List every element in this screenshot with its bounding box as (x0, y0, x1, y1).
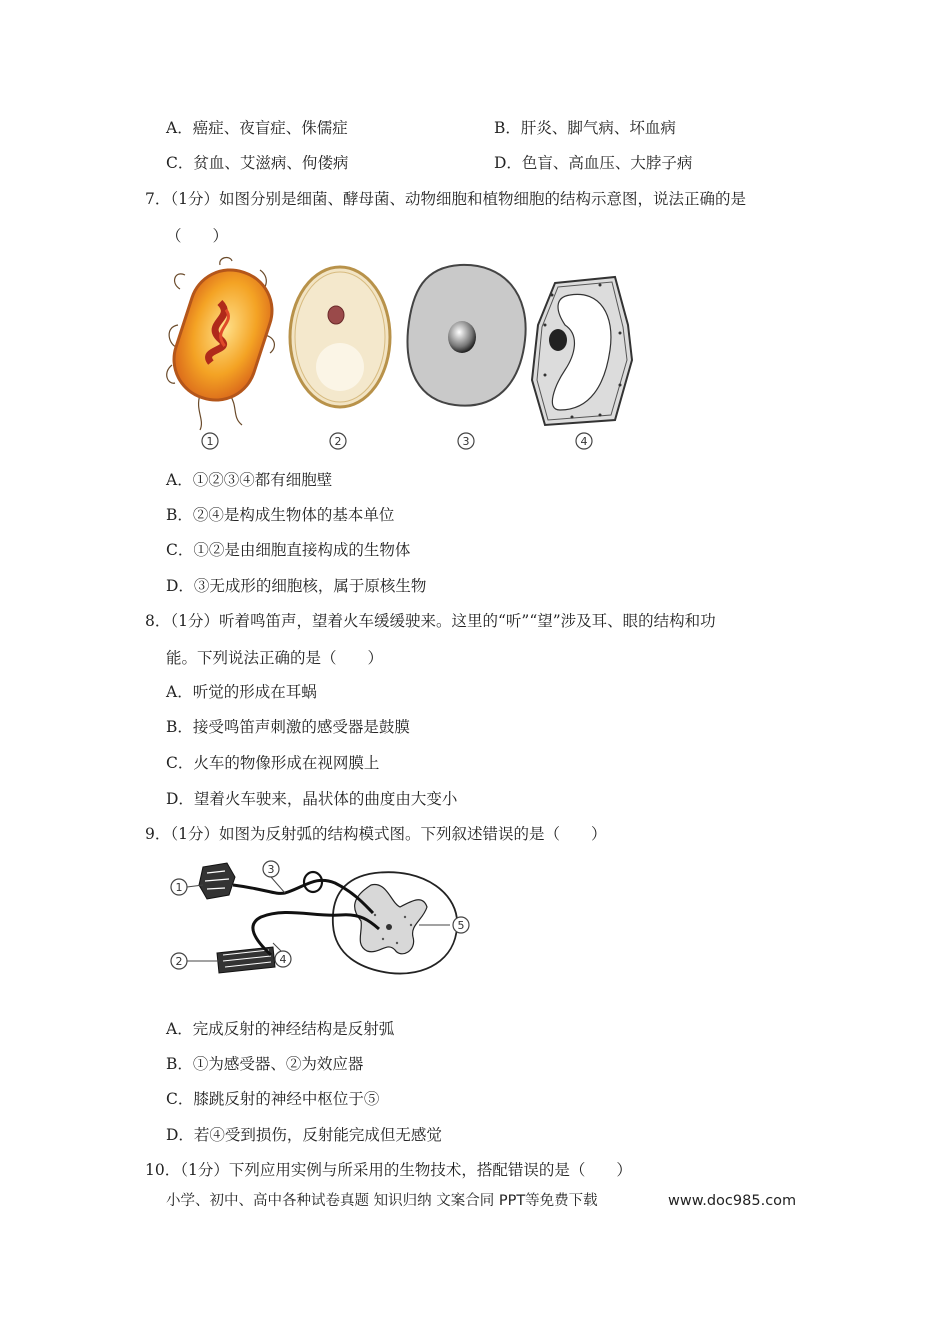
q9-stem: 9．（1分）如图为反射弧的结构模式图。下列叙述错误的是（ ） (145, 825, 607, 843)
plant-cell (532, 277, 632, 425)
q8-stem-cont: 能。下列说法正确的是（ ） (166, 649, 384, 667)
q7-stem: 7．（1分）如图分别是细菌、酵母菌、动物细胞和植物细胞的结构示意图，说法正确的是 (145, 190, 746, 208)
animal-cell (408, 265, 526, 406)
footer-url[interactable]: www.doc985.com (668, 1193, 797, 1209)
q7-stem-cont: （ ） (166, 227, 229, 245)
receptor (199, 863, 235, 899)
figure-label-5: 5 (457, 919, 465, 932)
q7-option-a: A．①②③④都有细胞壁 (166, 471, 333, 489)
q8-option-a: A．听觉的形成在耳蜗 (166, 683, 317, 701)
q9-option-c: C．膝跳反射的神经中枢位于⑤ (166, 1090, 380, 1108)
figure-label-1: 1 (206, 435, 214, 448)
q8-option-d: D．望着火车驶来，晶状体的曲度由大变小 (166, 790, 458, 808)
q9-option-d: D．若④受到损伤，反射能完成但无感觉 (166, 1126, 442, 1144)
figure-label-1: 1 (175, 881, 183, 894)
q7-option-b: B．②④是构成生物体的基本单位 (166, 506, 395, 524)
footer-text: 小学、初中、高中各种试卷真题 知识归纳 文案合同 PPT等免费下载 (166, 1193, 598, 1209)
figure-label-4: 4 (580, 435, 588, 448)
q9-option-b: B．①为感受器、②为效应器 (166, 1055, 364, 1073)
figure-label-4: 4 (279, 953, 287, 966)
figure-label-2: 2 (334, 435, 342, 448)
reflex-arc-figure (165, 855, 475, 985)
q10-stem: 10．（1分）下列应用实例与所采用的生物技术，搭配错误的是（ ） (145, 1161, 632, 1179)
figure-label-3: 3 (462, 435, 470, 448)
cell-diagram-figure (160, 255, 660, 455)
q6-option-a: A．癌症、夜盲症、侏儒症 (166, 119, 348, 137)
q8-stem: 8．（1分）听着鸣笛声，望着火车缓缓驶来。这里的“听”“望”涉及耳、眼的结构和功 (145, 612, 716, 630)
figure-label-3: 3 (267, 863, 275, 876)
q8-option-b: B．接受鸣笛声刺激的感受器是鼓膜 (166, 718, 410, 736)
q7-option-c: C．①②是由细胞直接构成的生物体 (166, 541, 411, 559)
bacterium-cell (164, 258, 283, 430)
q8-option-c: C．火车的物像形成在视网膜上 (166, 754, 380, 772)
q7-option-d: D．③无成形的细胞核，属于原核生物 (166, 577, 427, 595)
q6-option-d: D．色盲、高血压、大脖子病 (494, 154, 693, 172)
q9-option-a: A．完成反射的神经结构是反射弧 (166, 1020, 395, 1038)
figure-label-2: 2 (175, 955, 183, 968)
q6-option-b: B．肝炎、脚气病、坏血病 (494, 119, 676, 137)
yeast-cell (290, 267, 390, 407)
spinal-cord (333, 872, 457, 973)
q6-option-c: C．贫血、艾滋病、佝偻病 (166, 154, 349, 172)
